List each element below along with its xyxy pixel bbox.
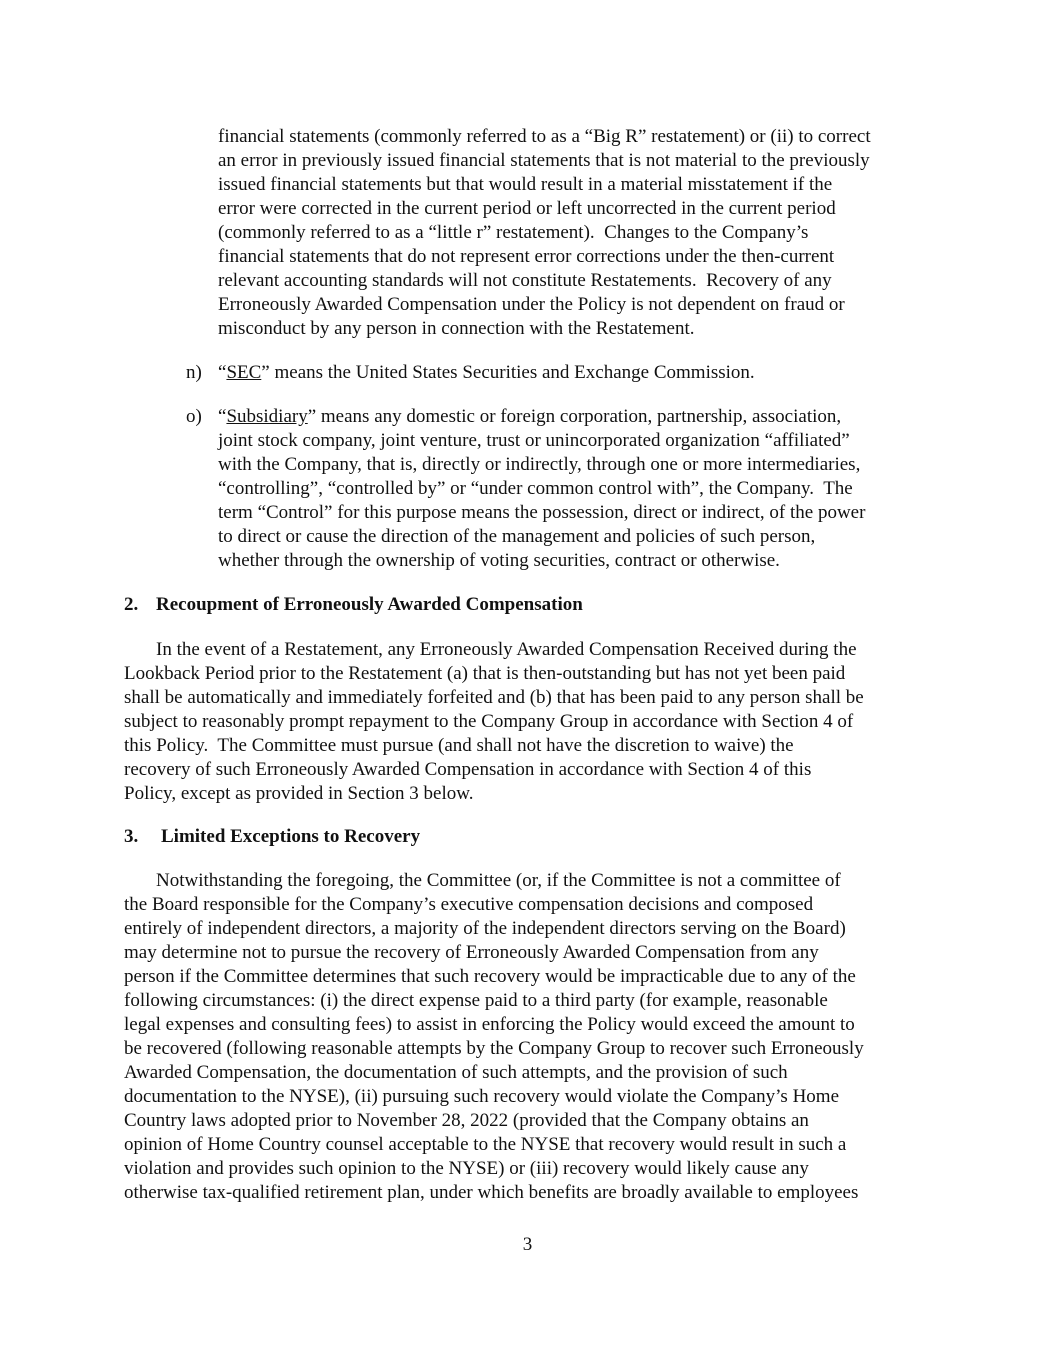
text-line: Erroneously Awarded Compensation under the Policy is not dependent on fraud or — [218, 294, 845, 315]
page-number: 3 — [522, 1234, 533, 1255]
definition-text: ” means the United States Securities and Exchange Commission. — [261, 362, 755, 383]
text-line: subject to reasonably prompt repayment to the Company Group in accordance with Section 4 of — [124, 711, 854, 732]
definition-line — [218, 405, 841, 429]
text-line: Awarded Compensation, the documentation of such attempts, and the provision of such — [124, 1062, 788, 1083]
text-line: otherwise tax-qualified retirement plan, under which benefits are broadly available to employees — [124, 1182, 859, 1203]
text-line: person if the Committee determines that such recovery would be impracticable due to any of the — [124, 966, 856, 987]
text-line: financial statements that do not represent error corrections under the then-current — [218, 246, 835, 267]
text-line: recovery of such Erroneously Awarded Compensation in accordance with Section 4 of this — [124, 759, 812, 780]
list-marker: o) — [186, 406, 202, 427]
text-line: documentation to the NYSE), (ii) pursuing such recovery would violate the Company’s Home — [124, 1086, 839, 1107]
text-line: Policy, except as provided in Section 3 below. — [124, 783, 474, 804]
text-line: error were corrected in the current period or left uncorrected in the current period — [218, 198, 836, 219]
list-marker: n) — [186, 362, 202, 383]
text-line: (commonly referred to as a “little r” restatement). Changes to the Company’s — [218, 222, 809, 243]
text-line: shall be automatically and immediately forfeited and (b) that has been paid to any person shall be — [124, 687, 864, 708]
text-line: to direct or cause the direction of the management and policies of such person, — [218, 526, 816, 547]
text-line: In the event of a Restatement, any Erroneously Awarded Compensation Received during the — [156, 639, 857, 660]
text-line: this Policy. The Committee must pursue (and shall not have the discretion to waive) the — [124, 735, 794, 756]
text-line: joint stock company, joint venture, trust or unincorporated organization “affiliated” — [218, 430, 850, 451]
text-line: Country laws adopted prior to November 28, 2022 (provided that the Company obtains an — [124, 1110, 809, 1131]
text-line: legal expenses and consulting fees) to assist in enforcing the Policy would exceed the amount to — [124, 1014, 855, 1035]
text-line: “controlling”, “controlled by” or “under common control with”, the Company. The — [218, 478, 853, 499]
text-line: Lookback Period prior to the Restatement (a) that is then-outstanding but has not yet been paid — [124, 663, 846, 684]
text-line: the Board responsible for the Company’s executive compensation decisions and composed — [124, 894, 814, 915]
text-line: misconduct by any person in connection with the Restatement. — [218, 318, 695, 339]
text-line: Notwithstanding the foregoing, the Committee (or, if the Committee is not a committee of — [156, 870, 841, 891]
text-line: issued financial statements but that would result in a material misstatement if the — [218, 174, 833, 195]
section-number: 2. — [124, 594, 139, 615]
text-line: opinion of Home Country counsel acceptable to the NYSE that recovery would result in such a — [124, 1134, 847, 1155]
defined-term-sec: SEC — [226, 362, 262, 383]
text-line: financial statements (commonly referred to as a “Big R” restatement) or (ii) to correct — [218, 126, 871, 147]
defined-term-subsidiary: Subsidiary — [226, 406, 308, 427]
text-line: violation and provides such opinion to the NYSE) or (iii) recovery would likely cause any — [124, 1158, 809, 1179]
definition-line — [218, 361, 755, 385]
text-line: with the Company, that is, directly or indirectly, through one or more intermediaries, — [218, 454, 861, 475]
text-line: term “Control” for this purpose means the possession, direct or indirect, of the power — [218, 502, 866, 523]
text-line: relevant accounting standards will not constitute Restatements. Recovery of any — [218, 270, 832, 291]
text-line: entirely of independent directors, a majority of the independent directors serving on the Board) — [124, 918, 846, 939]
text-line: may determine not to pursue the recovery of Erroneously Awarded Compensation from any — [124, 942, 819, 963]
definition-text: ” means any domestic or foreign corporation, partnership, association, — [307, 406, 842, 427]
text-line: whether through the ownership of voting securities, contract or otherwise. — [218, 550, 780, 571]
section-heading: Recoupment of Erroneously Awarded Compensation — [156, 594, 583, 615]
section-heading: Limited Exceptions to Recovery — [161, 826, 421, 847]
text-line: following circumstances: (i) the direct expense paid to a third party (for example, reasonable — [124, 990, 828, 1011]
text-line: be recovered (following reasonable attempts by the Company Group to recover such Erroneously — [124, 1038, 864, 1059]
open-quote: “ — [218, 406, 227, 427]
text-line: an error in previously issued financial statements that is not material to the previously — [218, 150, 870, 171]
section-number: 3. — [124, 826, 139, 847]
open-quote: “ — [218, 362, 227, 383]
